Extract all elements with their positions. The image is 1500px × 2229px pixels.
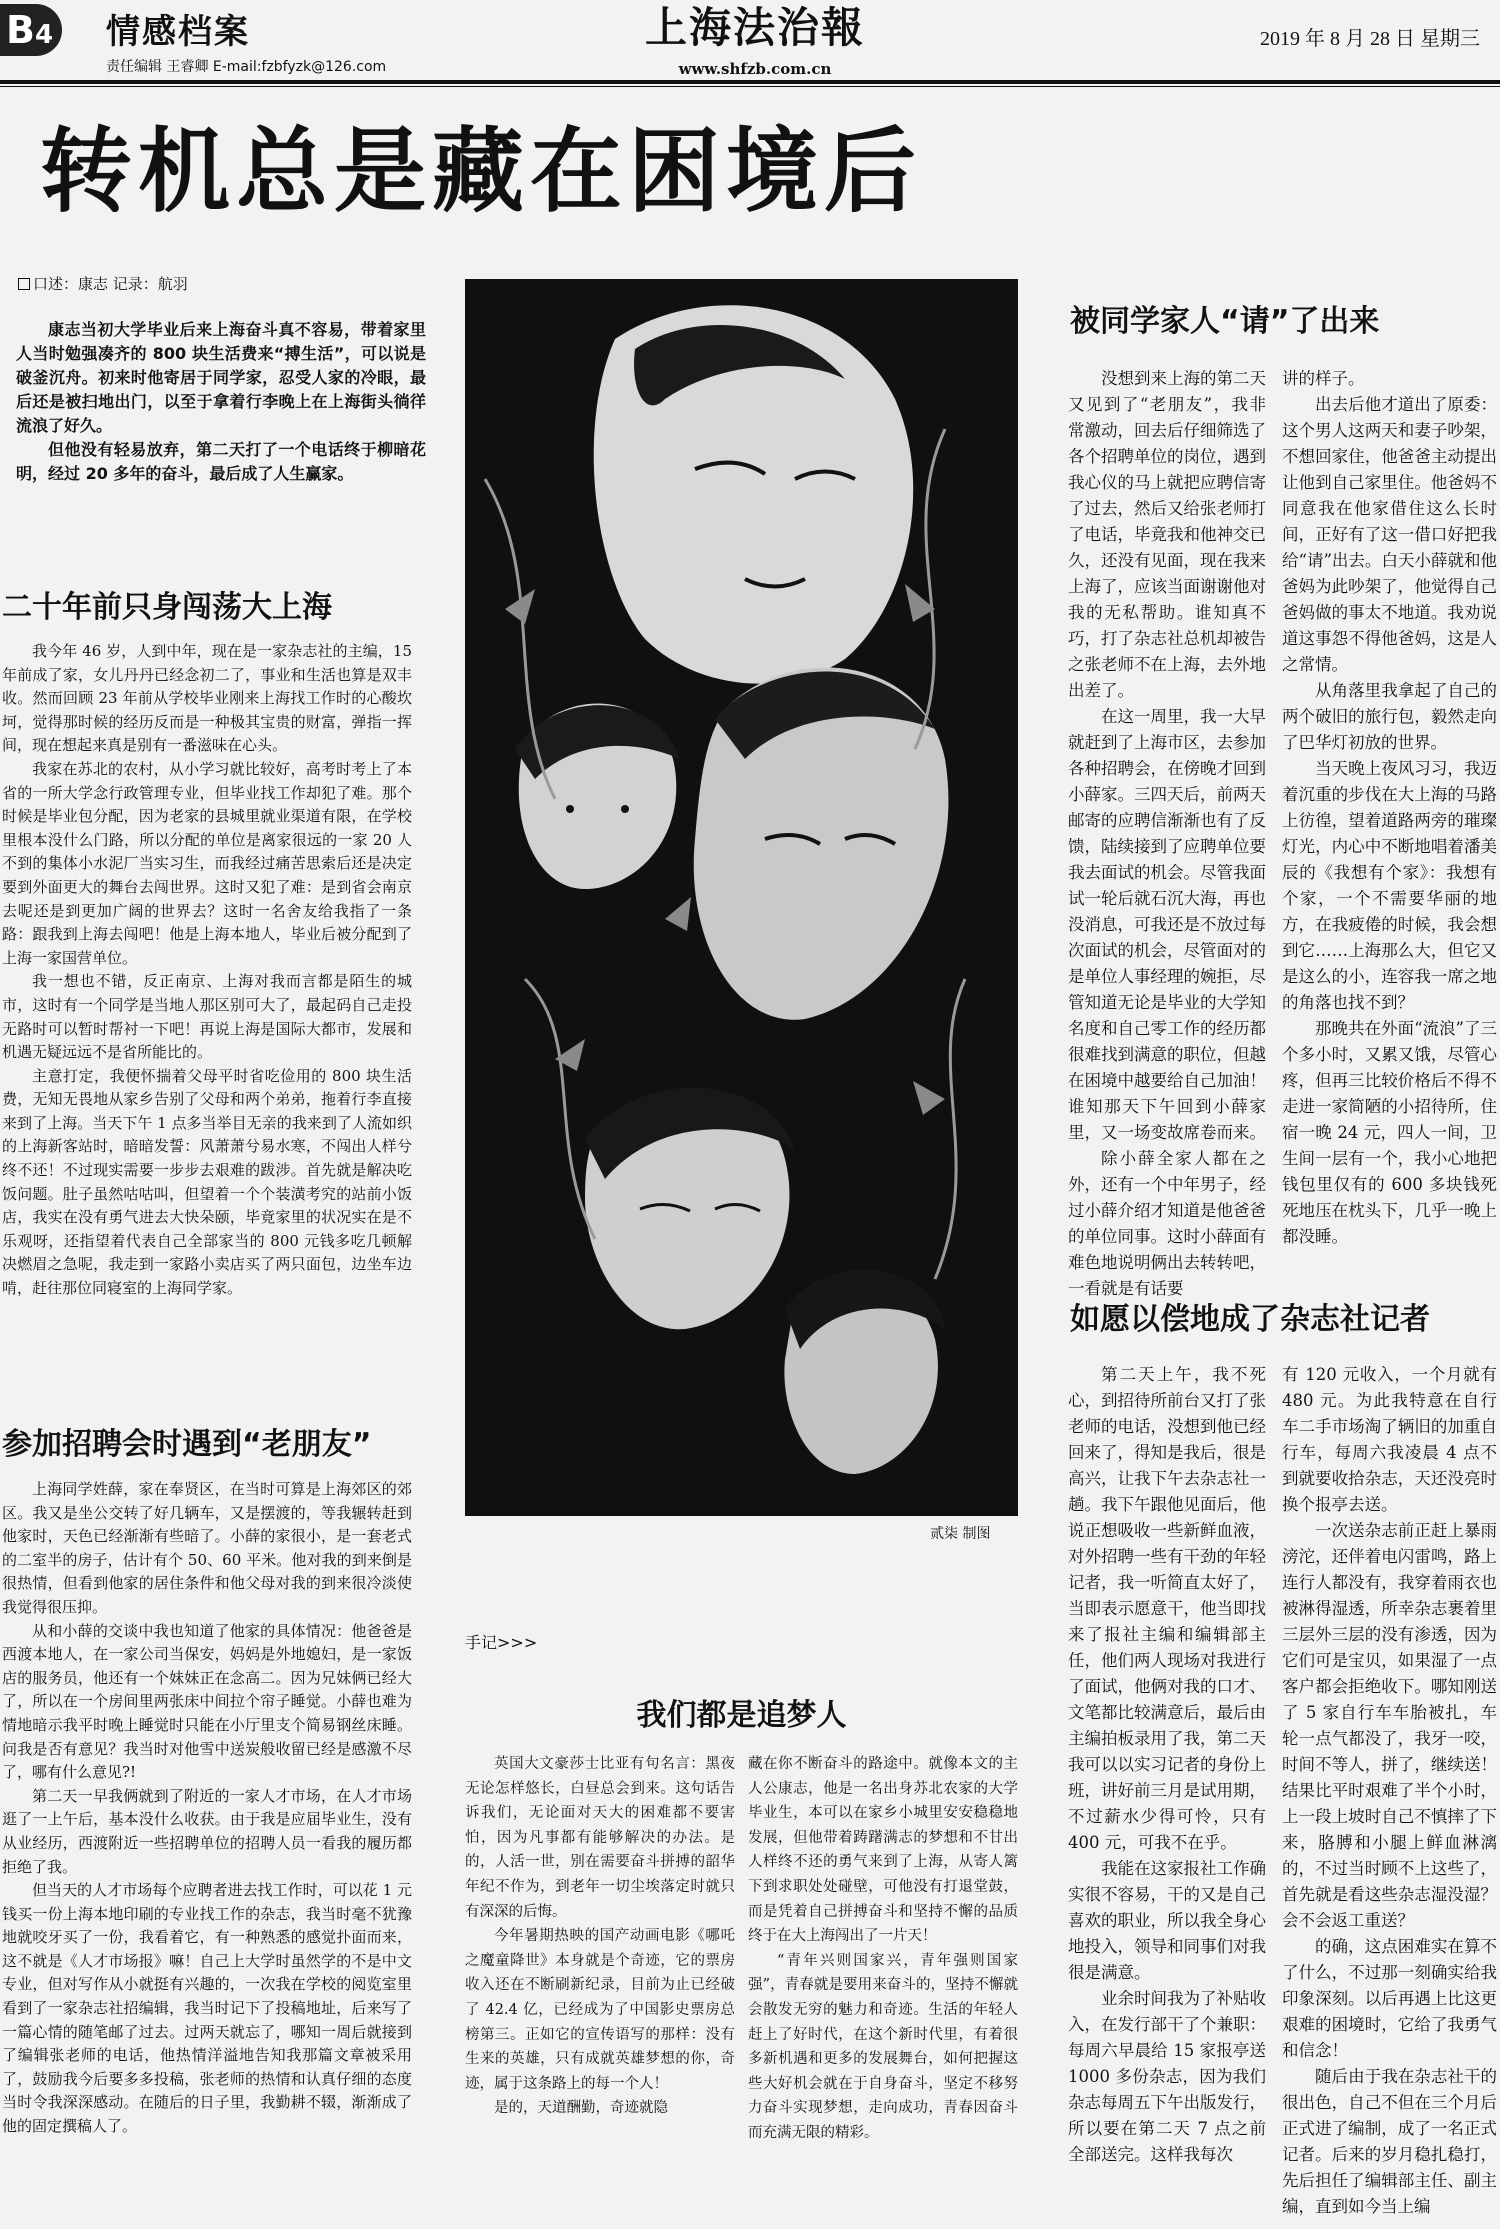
note-paragraph: 是的，天道酬勤，奇迹就隐	[494, 2100, 668, 2117]
header-rule	[0, 80, 1500, 84]
note-paragraph: 今年暑期热映的国产动画电影《哪吒之魔童降世》本身就是个奇迹，它的票房收入还在不断刷新纪录，目前为止已经破了 42.4 亿，已经成为了中国影史票房总榜第三。正如它的宣传语写的那样：没有生来的英雄，只有成就英雄梦想的你，奇迹，属于这条路上的每一个人！	[465, 1928, 735, 2092]
body-paragraph: 我今年 46 岁，人到中年，现在是一家杂志社的主编，15 年前成了家，女儿丹丹已经念初二了，事业和生活也算是双丰收。然而回顾 23 年前从学校毕业刚来上海找工作时的心酸坎坷，觉得那时候的经历反而是一种极其宝贵的财富，弹指一挥间，现在想起来真是别有一番滋味在心头。	[2, 642, 412, 755]
body-paragraph: 第二天一早我俩就到了附近的一家人才市场，在人才市场逛了一上午后，基本没什么收获。由于我是应届毕业生，没有从业经历，西渡附近一些招聘单位的招聘人员一看我的履历都拒绝了我。	[2, 1786, 412, 1876]
illustration	[465, 279, 1018, 1516]
section-body	[1282, 1362, 1497, 2224]
body-paragraph: 的确，这点困难实在算不了什么，不过那一刻确实给我印象深刻。以后再遇上比这更艰难的困境时，它给了我勇气和信念！	[1282, 1937, 1497, 2060]
body-paragraph: 主意打定，我便怀揣着父母平时省吃俭用的 800 块生活费，无知无畏地从家乡告别了父母和两个弟弟，拖着行李直接来到了上海。当天下午 1 点多当举目无亲的我来到了人流如织的上海新客站时，暗暗发誓：风萧萧兮易水寒，不闯出人样兮终不还！不过现实需要一步步去艰难的跋涉。首先就是解决吃饭问题。肚子虽然咕咕叫，但望着一个个装潢考究的站前小饭店，我实在没有勇气进去大快朵颐，毕竟家里的状况实在是不乐观呀，还指望着代表自己全部家当的 800 元钱多吃几顿解决燃眉之急呢，我走到一家路小卖店买了两只面包，边坐车边啃，赶往那位同寝室的上海同学家。	[2, 1066, 412, 1298]
body-paragraph: 一次送杂志前正赶上暴雨滂沱，还伴着电闪雷鸣，路上连行人都没有，我穿着雨衣也被淋得湿透，所幸杂志裹着里三层外三层的没有渗透，因为它们可是宝贝，如果湿了一点客户都会拒绝收下。哪知刚送了 5 家自行车车胎被扎，车轮一点气都没了，我牙一咬，时间不等人，拼了，继续送！结果比平时艰难了半个小时，上一段上坡时自己不慎摔了下来，胳膊和小腿上鲜血淋漓的，不过当时顾不上这些了，首先就是看这些杂志湿没湿？会不会返工重送？	[1282, 1521, 1497, 1930]
illustration-artwork	[465, 279, 1018, 1516]
section-heading: 被同学家人“请”了出来	[1070, 304, 1380, 339]
article-headline: 转机总是藏在困境后	[40, 118, 923, 225]
section-body	[1068, 366, 1266, 1366]
intro-paragraph: 但他没有轻易放弃，第二天打了一个电话终于柳暗花明，经过 20 多年的奋斗，最后成了人生赢家。	[16, 440, 426, 483]
website: www.shfzb.com.cn	[678, 60, 832, 78]
note-title: 我们都是追梦人	[636, 1698, 847, 1733]
section-heading: 二十年前只身闯荡大上海	[2, 590, 332, 625]
article-intro	[16, 318, 426, 486]
body-paragraph: 上海同学姓薛，家在奉贤区，在当时可算是上海郊区的郊区。我又是坐公交转了好几辆车，又是摆渡的，等我辗转赶到他家时，天色已经渐渐有些暗了。小薛的家很小，是一套老式的二室半的房子，估计有个 50、60 平米。他对我的到来倒是很热情，但看到他家的居住条件和他父母对我的到来很冷淡使我觉得很压抑。	[2, 1480, 412, 1616]
body-paragraph: 除小薛全家人都在之外，还有一个中年男子，经过小薛介绍才知道是他爸爸的单位同事。这时小薛面有难色地说明俩出去转转吧，一看就是有话要	[1068, 1149, 1266, 1298]
page-number-badge: B4	[0, 4, 62, 56]
issue-date: 2019 年 8 月 28 日 星期三	[1260, 28, 1480, 50]
body-paragraph: 从角落里我拿起了自己的两个破旧的旅行包，毅然走向了巴华灯初放的世界。	[1282, 681, 1497, 752]
note-paragraph: “青年兴则国家兴，青年强则国家强”，青春就是要用来奋斗的，坚持不懈就会散发无穷的魅力和奇迹。生活的年轻人赶上了好时代，在这个新时代里，有着很多新机遇和更多的发展舞台，如何把握这些大好机会就在于自身奋斗，坚定不移努力奋斗实现梦想，走向成功，青春因奋斗而充满无限的精彩。	[748, 1952, 1018, 2141]
illustration-credit: 贰柒 制图	[930, 1526, 991, 1542]
body-paragraph: 但当天的人才市场每个应聘者进去找工作时，可以花 1 元钱买一份上海本地印刷的专业找工作的杂志，我当时毫不犹豫地就咬牙买了一份，我看着它，有一种熟悉的感觉扑面而来，这不就是《人才市场报》嘛！自己上大学时虽然学的不是中文专业，但对写作从小就挺有兴趣的，一次我在学校的阅览室里看到了一家杂志社招编辑，我当时记下了投稿地址，后来写了一篇心情的随笔邮了过去。过两天就忘了，哪知一周后就接到了编辑张老师的电话，他热情洋溢地告知我那篇文章被采用了，鼓励我今后要多多投稿，张老师的热情和认真仔细的态度当时令我深深感动。在随后的日子里，我勤耕不辍，渐渐成了他的固定撰稿人了。	[2, 1881, 412, 2136]
body-paragraph: 当天晚上夜风习习，我迈着沉重的步伐在大上海的马路上彷徨，望着道路两旁的璀璨灯光，内心中不断地唱着潘美辰的《我想有个家》：我想有个家，一个不需要华丽的地方，在我疲倦的时候，我会想到它……上海那么大，但它又是这么的小，连容我一席之地的角落也找不到？	[1282, 759, 1497, 1012]
body-paragraph: 我能在这家报社工作确实很不容易，干的又是自己喜欢的职业，所以我全身心地投入，领导和同事们对我很是满意。	[1068, 1859, 1266, 1982]
section-body	[1282, 366, 1497, 1366]
section-body	[1068, 1362, 1266, 2224]
body-paragraph: 有 120 元收入，一个月就有 480 元。为此我特意在自行车二手市场淘了辆旧的加重自行车，每周六我凌晨 4 点不到就要收拾杂志，天还没亮时换个报亭去送。	[1282, 1365, 1497, 1514]
body-paragraph: 我家在苏北的农村，从小学习就比较好，高考时考上了本省的一所大学念行政管理专业，但毕业找工作却犯了难。那个时候是毕业包分配，因为老家的县城里就业渠道有限，在学校里根本没什么门路，所以分配的单位是离家很远的一家 20 人不到的集体小水泥厂当实习生，而我经过痛苦思索后还是决定要到外面更大的舞台去闯世界。这时又犯了难：是到省会南京去呢还是到更加广阔的世界去？这时一名舍友给我指了一条路：跟我到上海去闯吧！他是上海本地人，毕业后被分配到了上海一家国营单位。	[2, 759, 412, 967]
note-paragraph: 藏在你不断奋斗的路途中。就像本文的主人公康志，他是一名出身苏北农家的大学毕业生，本可以在家乡小城里安安稳稳地发展，但他带着踌躇满志的梦想和不甘出人样终不还的勇气来到了上海，从寄人篱下到求职处处碰壁，可他没有打退堂鼓，而是凭着自己拼搏奋斗和坚持不懈的品质终于在大上海闯出了一片天！	[748, 1756, 1018, 1945]
intro-paragraph: 康志当初大学毕业后来上海奋斗真不容易，带着家里人当时勉强凑齐的 800 块生活费来“搏生活”，可以说是破釜沉舟。初来时他寄居于同学家，忍受人家的冷眼，最后还是被扫地出门，以至于拿着行李晚上在上海街头徜徉流浪了好久。	[16, 320, 426, 435]
body-paragraph: 讲的样子。	[1282, 369, 1365, 388]
byline-text: 口述：康志 记录：航羽	[33, 275, 188, 293]
body-paragraph: 从和小薛的交谈中我也知道了他家的具体情况：他爸爸是西渡本地人，在一家公司当保安，妈妈是外地媳妇，是一家饭店的服务员，他还有一个妹妹正在念高二。因为兄妹俩已经大了，所以在一个房间里两张床中间拉个帘子睡觉。小薛也难为情地暗示我平时晚上睡觉时只能在小厅里支个简易钢丝床睡。问我是否有意见？我当时对他雪中送炭般收留已经是感激不尽了，哪有什么意见?!	[2, 1621, 412, 1782]
section-body	[2, 640, 412, 1402]
body-paragraph: 随后由于我在杂志社干的很出色，自己不但在三个月后正式进了编制，成了一名正式记者。后来的岁月稳扎稳打，先后担任了编辑部主任、副主编，直到如今当上编	[1282, 2067, 1497, 2216]
section-title: 情感档案	[106, 12, 250, 52]
body-paragraph: 业余时间我为了补贴收入，在发行部干了个兼职：每周六早晨给 15 家报亭送 1000 多份杂志，因为我们杂志每周五下午出版发行，所以要在第二天 7 点之前全部送完。这样我每次	[1068, 1989, 1266, 2164]
newspaper-masthead: 上海法治報	[644, 3, 865, 52]
body-paragraph: 没想到来上海的第二天又见到了“老朋友”，我非常激动，回去后仔细筛选了各个招聘单位的岗位，遇到我心仪的马上就把应聘信寄了过去，然后又给张老师打了电话，毕竟我和他神交已久，还没有见面，现在我来上海了，应该当面谢谢他对我的无私帮助。谁知真不巧，打了杂志社总机却被告之张老师不在上海，去外地出差了。	[1068, 369, 1266, 700]
editor-info: 责任编辑 王睿卿 E-mail:fzbfyzk@126.com	[106, 59, 387, 75]
header-rule-thin	[0, 86, 1500, 87]
body-paragraph: 出去后他才道出了原委：这个男人这两天和妻子吵架，不想回家住，他爸爸主动提出让他到自己家里住。他爸妈不同意我在他家借住这么长时间，正好有了这一借口好把我给“请”出去。白天小薛就和他爸妈为此吵架了，他觉得自己爸妈做的事太不地道。我劝说道这事怨不得他爸妈，这是人之常情。	[1282, 395, 1497, 674]
body-paragraph: 第二天上午，我不死心，到招待所前台又打了张老师的电话，没想到他已经回来了，得知是我后，很是高兴，让我下午去杂志社一趟。我下午跟他见面后，他说正想吸收一些新鲜血液，对外招聘一些有干劲的年轻记者，我一听简直太好了，当即表示愿意干，他当即找来了报社主编和编辑部主任，他们两人现场对我进行了面试，他俩对我的口才、文笔都比较满意后，最后由主编拍板录用了我，第二天我可以以实习记者的身份上班，讲好前三月是试用期，不过薪水少得可怜，只有 400 元，可我不在乎。	[1068, 1365, 1266, 1852]
body-paragraph: 在这一周里，我一大早就赶到了上海市区，去参加各种招聘会，在傍晚才回到小薛家。三四天后，前两天邮寄的应聘信渐渐也有了反馈，陆续接到了应聘单位要我去面试的机会。尽管我面试一轮后就石沉大海，再也没消息，可我还是不放过每次面试的机会，尽管面对的是单位人事经理的婉拒，尽管知道无论是毕业的大学知名度和自己零工作的经历都很难找到满意的职位，但越在困境中越要给自己加油！谁知那天下午回到小薛家里，又一场变故席卷而来。	[1068, 707, 1266, 1142]
section-heading: 参加招聘会时遇到“老朋友”	[2, 1427, 372, 1462]
body-paragraph: 我一想也不错，反正南京、上海对我而言都是陌生的城市，这时有一个同学是当地人那区别可大了，最起码自己走投无路时可以暂时帮衬一下吧！再说上海是国际大都市，发展和机遇无疑远远不是省所能比的。	[2, 972, 412, 1062]
body-paragraph: 那晚共在外面“流浪”了三个多小时，又累又饿，尽管心疼，但再三比较价格后不得不走进一家简陋的小招待所，住宿一晚 24 元，四人一间，卫生间一层有一个，我小心地把钱包里仅有的 600 多块钱死死地压在枕头下，几乎一晚上都没睡。	[1282, 1019, 1497, 1246]
section-body	[2, 1478, 412, 2220]
section-heading: 如愿以偿地成了杂志社记者	[1070, 1302, 1430, 1337]
note-body-right	[748, 1752, 1018, 2222]
note-label: 手记>>>	[465, 1633, 538, 1652]
note-paragraph: 英国大文豪莎士比亚有句名言：黑夜无论怎样悠长，白昼总会到来。这句话告诉我们，无论面对天大的困难都不要害怕，因为凡事都有能够解决的办法。是的，人活一世，别在需要奋斗拼搏的韶华年纪不作为，到老年一切尘埃落定时就只有深深的后悔。	[465, 1756, 735, 1920]
note-body-left	[465, 1752, 735, 2222]
byline	[18, 273, 188, 294]
